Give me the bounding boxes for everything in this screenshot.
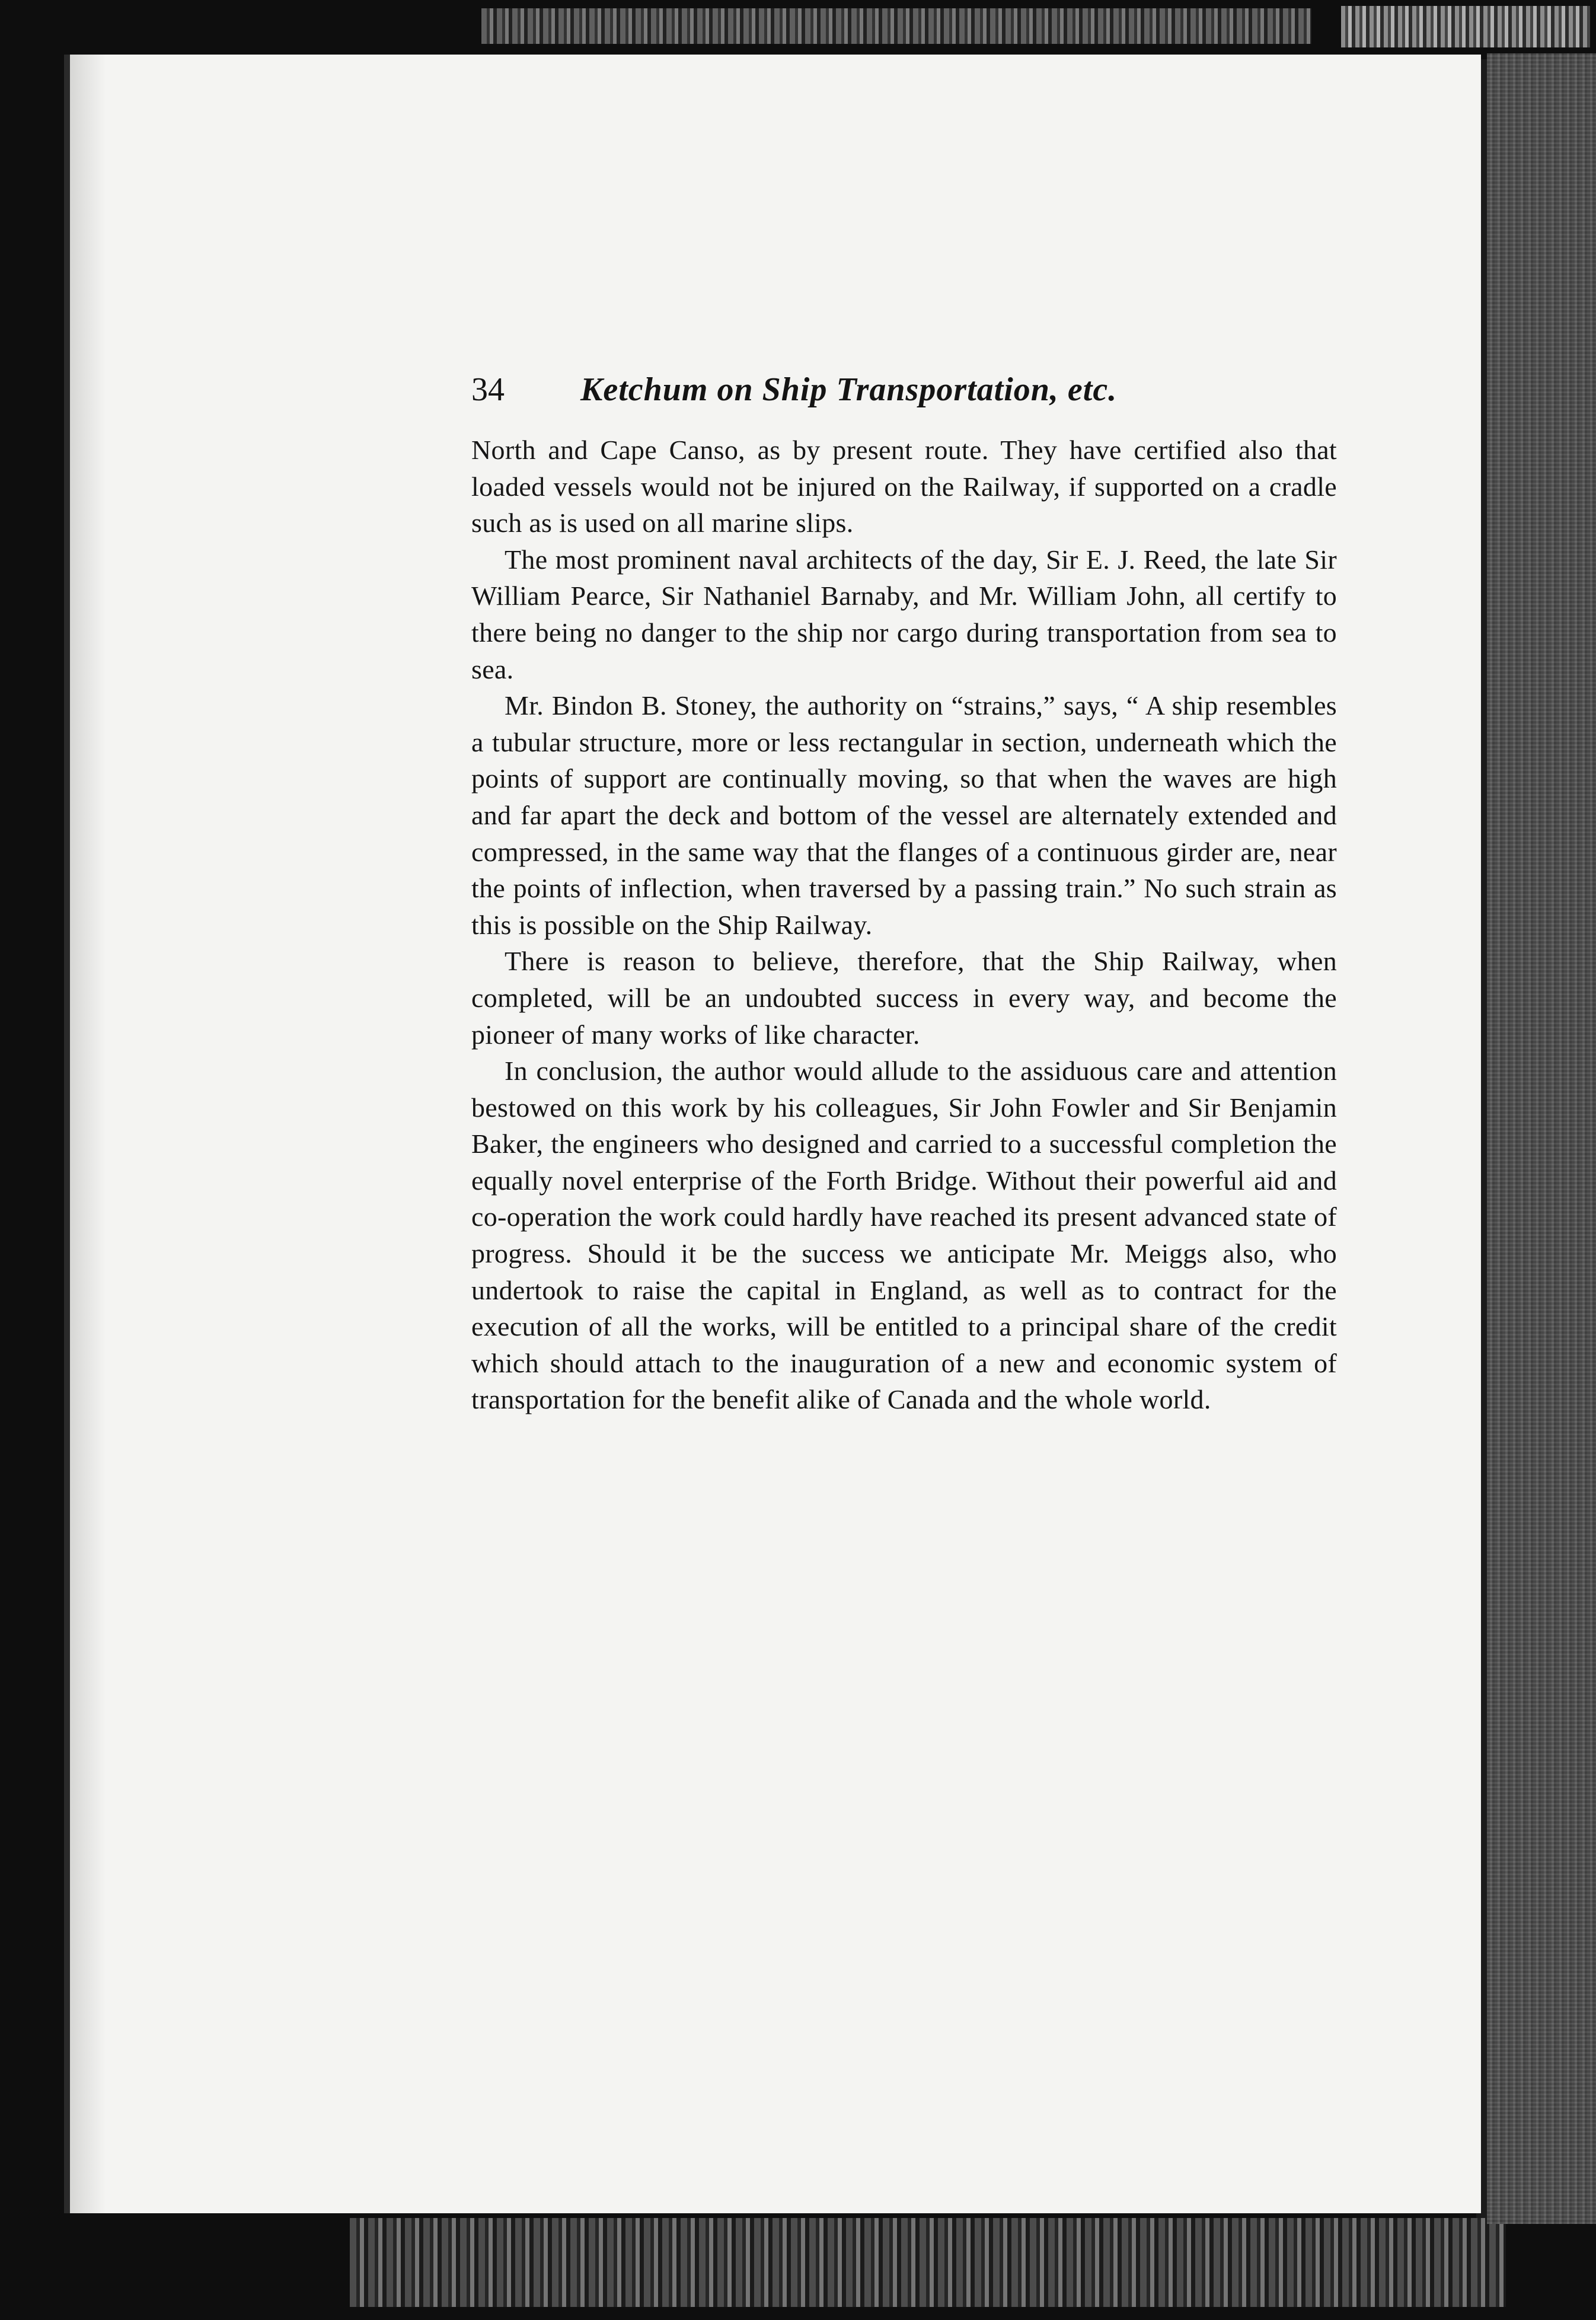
scan-strip-top-right	[1341, 6, 1590, 47]
running-head: Ketchum on Ship Transportation, etc.	[580, 371, 1118, 408]
scan-strip-bottom	[350, 2218, 1506, 2307]
paragraph-1: North and Cape Canso, as by present route. They have certified also that loaded vessels would not be injured on the Railway, if supported on a cradle such as is used on all marine slips.	[471, 435, 1337, 538]
scan-strip-top	[481, 8, 1311, 44]
gutter-shadow	[70, 55, 106, 2213]
body-text	[471, 432, 1337, 1418]
page-number: 34	[471, 371, 505, 408]
paragraph-5: In conclusion, the author would allude to the assiduous care and attention bestowed on this work by his colleagues, Sir John Fowler and Sir Benjamin Baker, the engineers who designed and carried to a successful completion the equally novel enterprise of the Forth Bridge. Without their powerful aid and co-operation the work could hardly have reached its present advanced state of progress. Should it be the success we anticipate Mr. Meiggs also, who undertook to raise the capital in England, as well as to contract for the execution of all the works, will be entitled to a principal share of the credit which should attach to the inauguration of a new and economic system of transportation for the benefit alike of Canada and the whole world.	[471, 1056, 1337, 1415]
book-cover-cloth	[1487, 53, 1596, 2224]
page-header	[471, 369, 1183, 410]
paragraph-2: The most prominent naval architects of the day, Sir E. J. Reed, the late Sir William Pearce, Sir Nathaniel Barnaby, and Mr. William John, all certify to there being no danger to the ship nor cargo during transportation from sea to sea.	[471, 544, 1337, 684]
paragraph-4: There is reason to believe, therefore, that the Ship Railway, when completed, will be an undoubted success in every way, and become the pioneer of many works of like character.	[471, 946, 1337, 1050]
paragraph-3: Mr. Bindon B. Stoney, the authority on “strains,” says, “ A ship resembles a tubular structure, more or less rectangular in section, underneath which the points of support are continually moving, so that when the waves are high and far apart the deck and bottom of the vessel are alternately extended and compressed, in the same way that the flanges of a continuous girder are, near the points of inflection, when traversed by a passing train.” No such strain as this is possible on the Ship Railway.	[471, 690, 1337, 940]
